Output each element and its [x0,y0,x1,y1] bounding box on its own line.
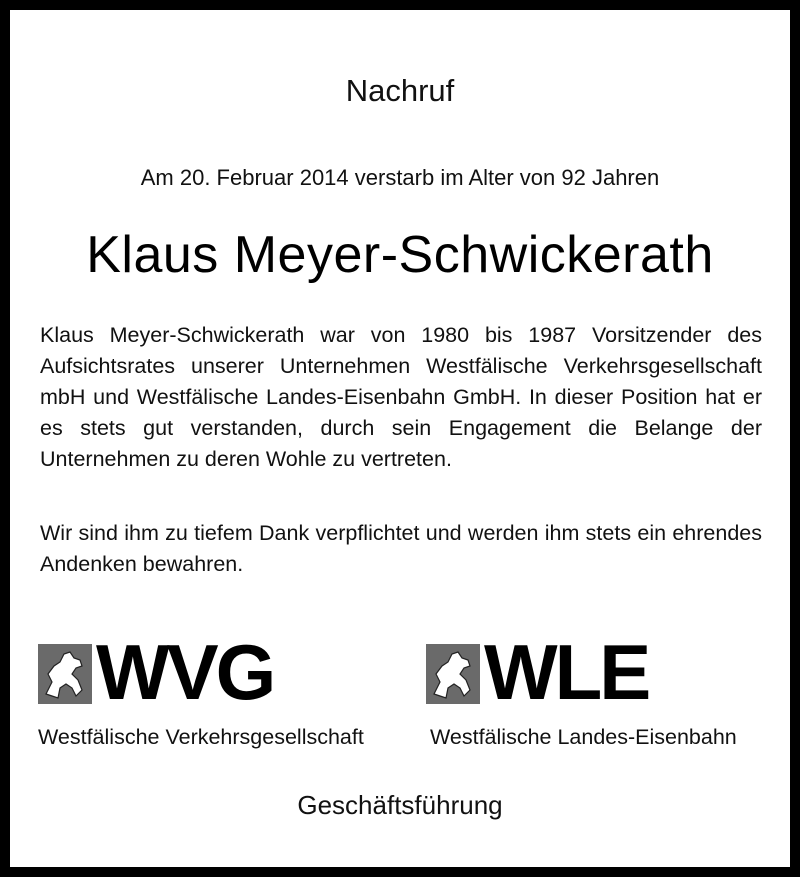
wle-caption: Westfälische Landes-Eisenbahn [430,725,737,749]
tribute-paragraph: Klaus Meyer-Schwickerath war von 1980 bis 1987 Vorsitzender des Aufsichtsrates unserer Unternehmen Westfälische Verkehrsgesellschaft mbH und Westfälische Landes-Eisenbahn GmbH. In dieser Position hat er es stets gut verstanden, durch sein Engagement die Belange der Unternehmen zu deren Wohle zu vertreten. [40,323,762,471]
death-date-line: Am 20. Februar 2014 verstarb im Alter von 92 Jahren [140,165,660,190]
obituary-notice [10,10,790,867]
westphalian-horse-icon [38,644,92,704]
westphalian-horse-icon [426,644,480,704]
thanks-paragraph: Wir sind ihm zu tiefem Dank verpflichtet und werden ihm stets ein ehrendes Andenken bewahren. [40,521,762,576]
logo-abbreviation: WVG [96,628,274,716]
logo-abbreviation: WLE [484,628,649,716]
deceased-name: Klaus Meyer-Schwickerath [86,226,714,284]
signature-line: Geschäftsführung [297,790,503,820]
wvg-caption: Westfälische Verkehrsgesellschaft [38,725,364,749]
notice-heading: Nachruf [345,73,455,108]
